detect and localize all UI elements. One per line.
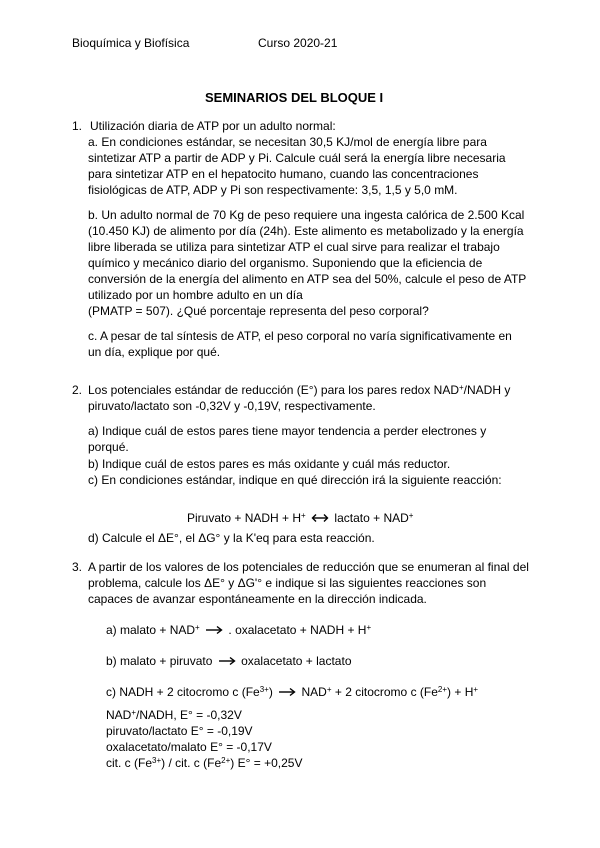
q3-number: 3. <box>72 560 83 574</box>
q2-number: 2. <box>72 383 83 397</box>
right-arrow-icon <box>205 625 223 635</box>
q2-part-a: a) Indique cuál de estos pares tiene mayor tendencia a perder electrones y porqué. <box>88 424 487 454</box>
right-arrow-icon <box>278 687 296 697</box>
potential-nad: NAD+/NADH, E° = -0,32V <box>106 708 242 722</box>
q1-number: 1. <box>72 119 83 133</box>
q1-part-b-pmatp: (PMATP = 507). ¿Qué porcentaje representa del peso corporal? <box>88 304 429 318</box>
q3-reaction-b: b) malato + piruvato oxalacetato + lactato <box>106 654 352 668</box>
q3-reaction-c: c) NADH + 2 citocromo c $(Fe^{3+})$ NAD+ + 2 citocromo c $(Fe^{2+}) + H^+$ <box>106 685 479 699</box>
page-title: SEMINARIOS DEL BLOQUE I <box>205 90 384 105</box>
right-arrow-icon <box>218 656 236 666</box>
potential-cytochrome: cit. c $(Fe^{3+})$ / cit. c $(Fe^{2+}) E^\circ = +0,25V$ <box>106 756 303 770</box>
q1-part-a: a. En condiciones estándar, se necesitan 30,5 KJ/mol de energía libre para sintetizar ATP a partir de ADP y Pi. Calcule cuál será la energía libre necesaria para sintetizar ATP en el hepatocito humano, cuando las concentraciones fisiológicas de ATP, ADP y Pi son respectivamente: 3,5, 1,5 y 5,0 mM. <box>88 135 506 197</box>
q2-intro: Los potenciales estándar de reducción (E°) para los pares redox NAD+/NADH y piruvato/lactato son -0,32V y -0,19V, respectivamente. <box>88 383 511 413</box>
q2-reaction: Piruvato + NADH + H+ lactato + NAD+ <box>187 511 414 525</box>
potential-pyruvate: piruvato/lactato E° = -0,19V <box>106 724 253 738</box>
header-course: Curso 2020-21 <box>258 36 338 50</box>
q1-intro: Utilización diaria de ATP por un adulto normal: <box>90 119 336 133</box>
q3-reaction-a: a) malato + NAD+ . oxalacetato + NADH + H+ <box>106 623 372 637</box>
header-subject: Bioquímica y Biofísica <box>72 36 190 50</box>
q1-part-c: c. A pesar de tal síntesis de ATP, el peso corporal no varía significativamente en un día, explique por qué. <box>88 329 512 359</box>
q2-part-b: b) Indique cuál de estos pares es más oxidante y cuál más reductor. <box>88 457 451 471</box>
potential-oxaloacetate: oxalacetato/malato E° = -0,17V <box>106 740 272 754</box>
q3-intro: A partir de los valores de los potenciales de reducción que se enumeran al final del problema, calcule los ΔE° y ΔG'° e indique si las siguientes reacciones son capaces de avanzar espontáneamente en la dirección indicada. <box>88 560 529 606</box>
q2-part-c: c) En condiciones estándar, indique en qué dirección irá la siguiente reacción: <box>88 473 502 487</box>
double-arrow-icon <box>311 513 329 523</box>
q1-part-b: b. Un adulto normal de 70 Kg de peso requiere una ingesta calórica de 2.500 Kcal (10.450 KJ) de alimento por día (24h). Este alimento es metabolizado y la energía libre liberada se utiliza para sintetizar ATP el cual sirve para realizar el trabajo químico y mecánico diario del organismo. Suponiendo que la eficiencia de conversión de la energía del alimento en ATP sea del 50%, calcule el peso de ATP utilizado por un hombre adulto en un día <box>88 208 527 302</box>
q2-part-d: d) Calcule el ΔE°, el ΔG° y la K'eq para esta reacción. <box>88 531 375 545</box>
